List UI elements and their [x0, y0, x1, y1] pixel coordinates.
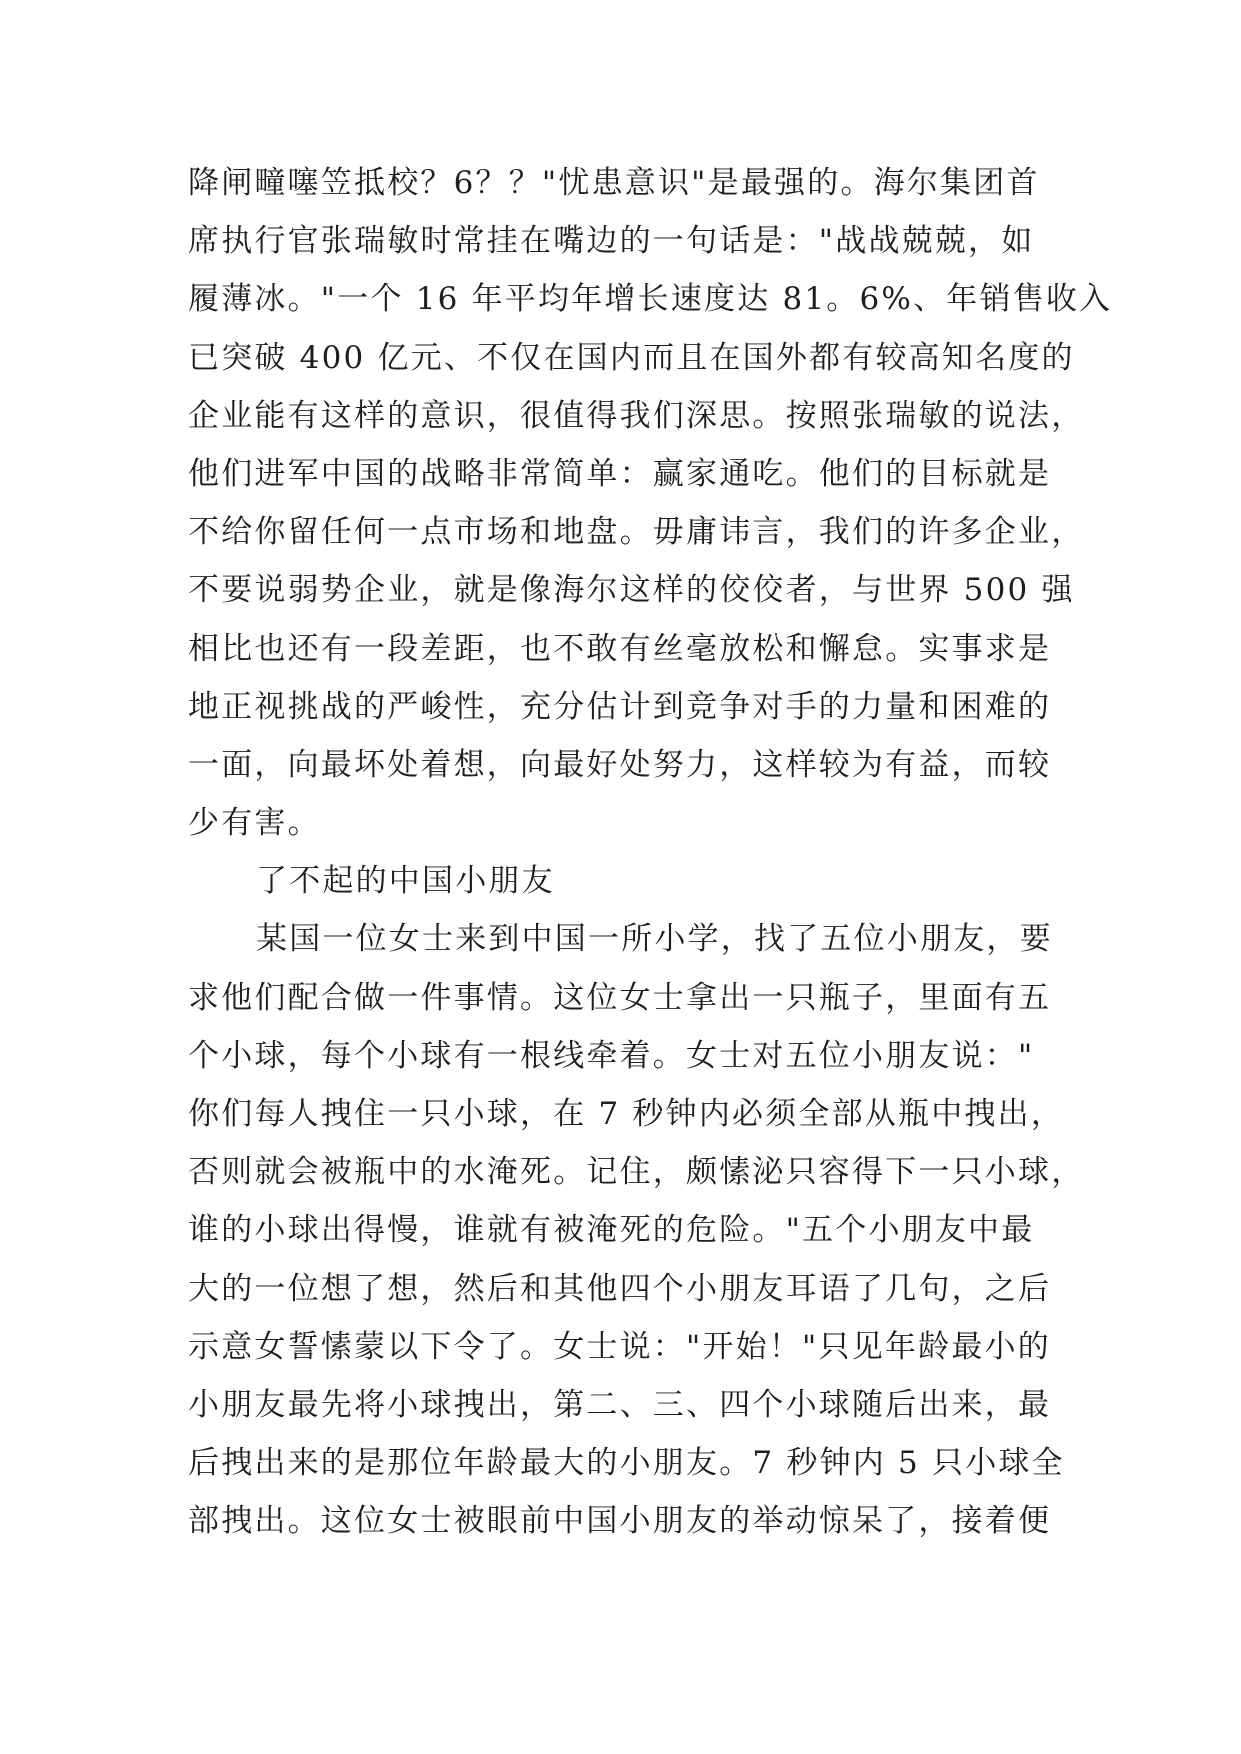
- text-line: 已突破 400 亿元、不仅在国内而且在国外都有较高知名度的: [188, 339, 1075, 376]
- text-line: 大的一位想了想，然后和其他四个小朋友耳语了几句，之后: [188, 1270, 1052, 1307]
- text-line: 席执行官张瑞敏时常挂在嘴边的一句话是："战战兢兢，如: [188, 223, 1035, 260]
- text-line: 他们进军中国的战略非常简单：赢家通吃。他们的目标就是: [188, 455, 1052, 492]
- text-line: 不给你留任何一点市场和地盘。毋庸讳言，我们的许多企业，: [188, 514, 1085, 551]
- text-line: 小朋友最先将小球拽出，第二、三、四个小球随后出来，最: [188, 1386, 1052, 1423]
- text-line: 后拽出来的是那位年龄最大的小朋友。7 秒钟内 5 只小球全: [188, 1445, 1065, 1482]
- text-line: 部拽出。这位女士被眼前中国小朋友的举动惊呆了，接着便: [188, 1503, 1052, 1540]
- text-line: 否则就会被瓶中的水淹死。记住，颇愫泌只容得下一只小球，: [188, 1154, 1085, 1191]
- text-line: 求他们配合做一件事情。这位女士拿出一只瓶子，里面有五: [188, 979, 1052, 1016]
- text-line: 少有害。: [188, 805, 321, 842]
- body-text: [188, 154, 1113, 1551]
- text-line: 谁的小球出得慢，谁就有被淹死的危险。"五个小朋友中最: [188, 1212, 1035, 1249]
- text-line: 降闸疃噻笠抵校？6？？"忧患意识"是最强的。海尔集团首: [188, 165, 1040, 201]
- text-line: 一面，向最坏处着想，向最好处努力，这样较为有益，而较: [188, 746, 1052, 783]
- text-line: 相比也还有一段差距，也不敢有丝毫放松和懈怠。实事求是: [188, 630, 1052, 667]
- text-line: 某国一位女士来到中国一所小学，找了五位小朋友，要: [256, 921, 1053, 958]
- text-line: 示意女誓愫蒙以下令了。女士说："开始！"只见年龄最小的: [188, 1328, 1051, 1365]
- text-line: 不要说弱势企业，就是像海尔这样的佼佼者，与世界 500 强: [188, 572, 1075, 609]
- text-line: 地正视挑战的严峻性，充分估计到竞争对手的力量和困难的: [188, 688, 1052, 725]
- text-line: 企业能有这样的意识，很值得我们深思。按照张瑞敏的说法，: [188, 397, 1085, 434]
- section-heading: 了不起的中国小朋友: [256, 863, 555, 900]
- text-line: 你们每人拽住一只小球，在 7 秒钟内必须全部从瓶中拽出，: [188, 1096, 1065, 1132]
- text-line: 履薄冰。"一个 16 年平均年增长速度达 81。6%、年销售收入: [188, 281, 1113, 318]
- text-line: 个小球，每个小球有一根线牵着。女士对五位小朋友说：": [188, 1037, 1035, 1074]
